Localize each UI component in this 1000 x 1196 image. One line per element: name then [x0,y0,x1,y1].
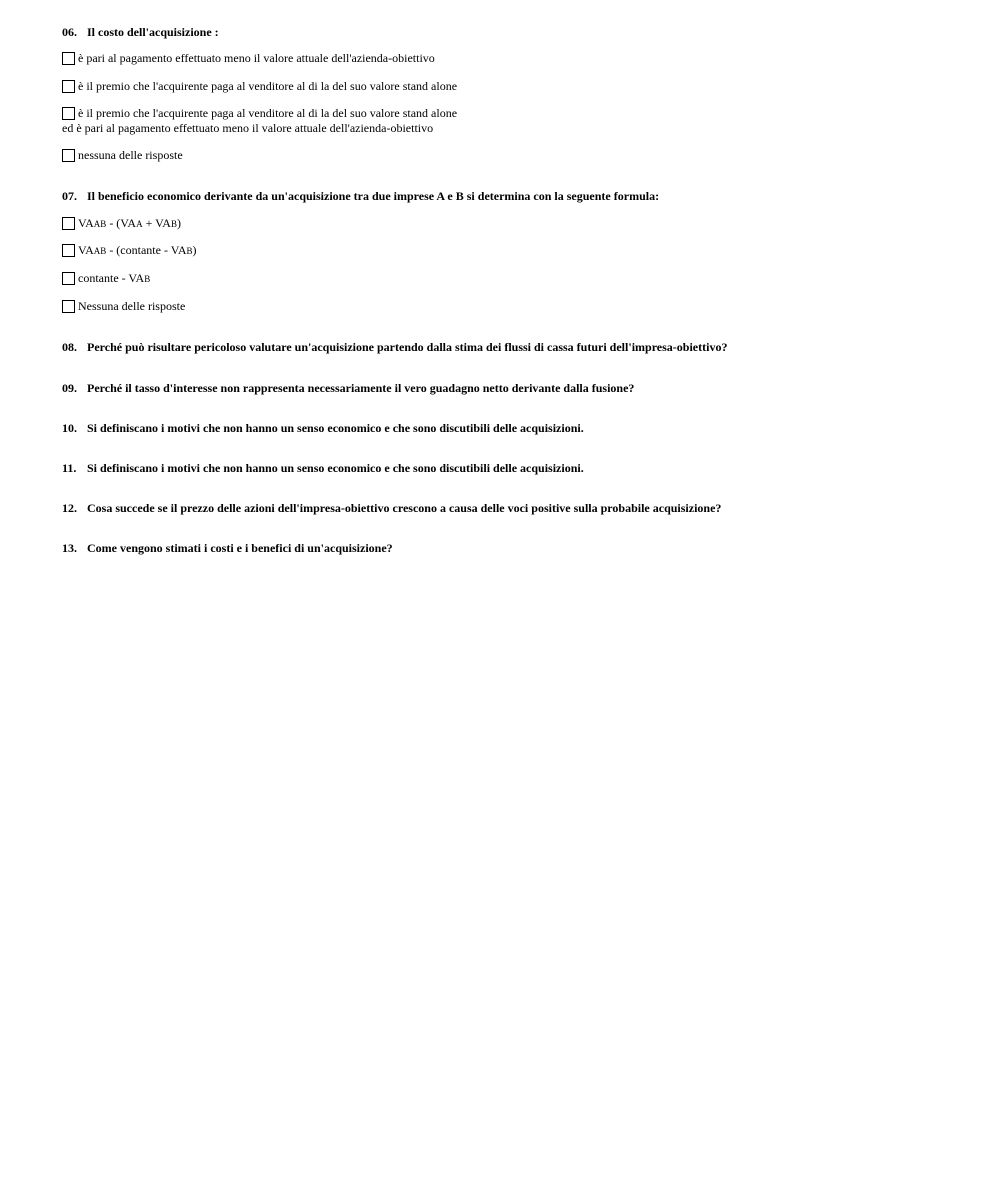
formula-label: contante - VAB [78,271,151,285]
answer-option [62,51,435,66]
question-text: Perché il tasso d'interesse non rappresenta necessariamente il vero guadagno netto derivante dalla fusione? [87,381,635,395]
question-text: Si definiscano i motivi che non hanno un senso economico e che sono discutibili delle acquisizioni. [87,461,584,475]
answer-label: Nessuna delle risposte [78,299,186,313]
question-09 [62,381,634,396]
formula-label: VAAB - (VAA + VAB) [78,216,181,230]
question-number: 08. [62,340,77,354]
question-07 [62,189,659,204]
question-number: 12. [62,501,77,515]
answer-option [62,148,183,163]
answer-option [62,299,185,314]
question-06 [62,25,219,40]
answer-checkbox[interactable] [62,300,75,313]
question-number: 13. [62,541,77,555]
answer-option [62,106,457,136]
answer-option [62,271,150,287]
question-text: Cosa succede se il prezzo delle azioni dell'impresa-obiettivo crescono a causa delle voci positive sulla probabile acquisizione? [87,501,722,515]
question-text: Il beneficio economico derivante da un'acquisizione tra due imprese A e B si determina con la seguente formula: [87,189,660,203]
question-text: Si definiscano i motivi che non hanno un senso economico e che sono discutibili delle acquisizioni. [87,421,584,435]
answer-label: è pari al pagamento effettuato meno il valore attuale dell'azienda-obiettivo [78,51,435,65]
answer-checkbox[interactable] [62,80,75,93]
question-text: Come vengono stimati i costi e i benefici di un'acquisizione? [87,541,393,555]
answer-label: nessuna delle risposte [78,148,183,162]
question-number: 09. [62,381,77,395]
question-11 [62,461,584,476]
question-12 [62,501,721,516]
question-13 [62,541,393,556]
question-10 [62,421,584,436]
answer-checkbox[interactable] [62,52,75,65]
answer-option [62,243,197,259]
question-number: 10. [62,421,77,435]
question-08 [62,340,727,355]
answer-label: è il premio che l'acquirente paga al venditore al di la del suo valore stand alone [78,106,458,120]
question-text: Il costo dell'acquisizione : [87,25,219,39]
answer-checkbox[interactable] [62,217,75,230]
answer-checkbox[interactable] [62,244,75,257]
answer-checkbox[interactable] [62,107,75,120]
answer-label: è il premio che l'acquirente paga al venditore al di la del suo valore stand alone [78,79,458,93]
formula-label: VAAB - (contante - VAB) [78,243,197,257]
answer-option [62,216,181,232]
answer-checkbox[interactable] [62,149,75,162]
question-number: 06. [62,25,77,39]
question-number: 11. [62,461,77,475]
answer-label-continuation: ed è pari al pagamento effettuato meno il valore attuale dell'azienda-obiettivo [62,121,434,135]
answer-option [62,79,457,94]
question-text: Perché può risultare pericoloso valutare un'acquisizione partendo dalla stima dei flussi di cassa futuri dell'impresa-obiettivo? [87,340,728,354]
answer-checkbox[interactable] [62,272,75,285]
question-number: 07. [62,189,77,203]
